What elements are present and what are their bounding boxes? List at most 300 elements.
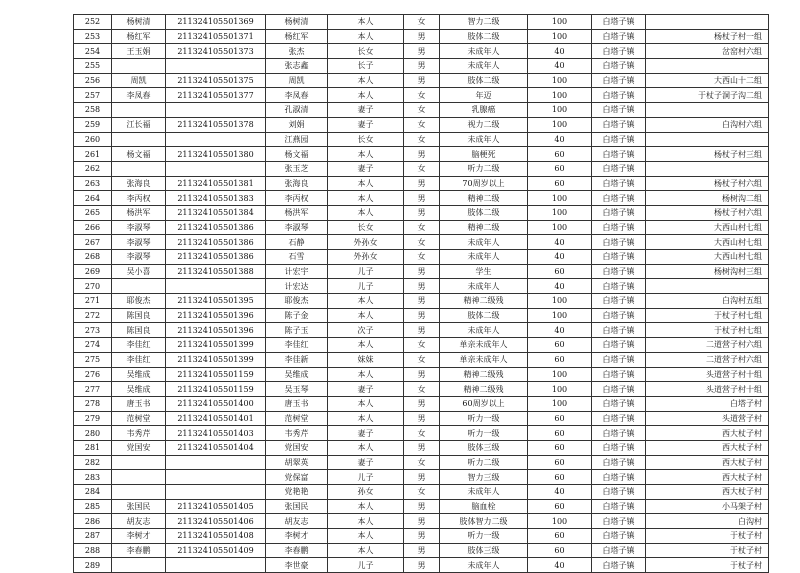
table-row [74, 235, 769, 250]
table-row [74, 323, 769, 338]
town-cell: 白塔子镇 [592, 352, 646, 367]
id-number-cell: 211324105501159 [166, 382, 266, 397]
amount-cell: 40 [528, 558, 592, 573]
id-number-cell: 211324105501386 [166, 235, 266, 250]
town-cell: 白塔子镇 [592, 514, 646, 529]
head-name-cell: 杨洪军 [112, 205, 166, 220]
gender-cell: 男 [404, 396, 440, 411]
id-number-cell [166, 279, 266, 294]
condition-cell: 听力二级 [440, 161, 528, 176]
member-name-cell: 孔淑清 [266, 103, 328, 118]
head-name-cell: 范树堂 [112, 411, 166, 426]
head-name-cell [112, 558, 166, 573]
amount-cell: 40 [528, 279, 592, 294]
town-cell: 白塔子镇 [592, 499, 646, 514]
member-name-cell: 党国安 [266, 440, 328, 455]
condition-cell: 精神二级残 [440, 294, 528, 309]
condition-cell: 智力三级 [440, 470, 528, 485]
head-name-cell [112, 470, 166, 485]
member-name-cell: 李凤春 [266, 88, 328, 103]
amount-cell: 100 [528, 367, 592, 382]
seq-cell: 260 [74, 132, 112, 147]
town-cell: 白塔子镇 [592, 161, 646, 176]
table-row [74, 205, 769, 220]
town-cell: 白塔子镇 [592, 29, 646, 44]
head-name-cell: 陈国良 [112, 323, 166, 338]
member-name-cell: 张杰 [266, 44, 328, 59]
head-name-cell: 李淑琴 [112, 235, 166, 250]
town-cell: 白塔子镇 [592, 103, 646, 118]
town-cell: 白塔子镇 [592, 44, 646, 59]
condition-cell: 肢体二级 [440, 205, 528, 220]
town-cell: 白塔子镇 [592, 308, 646, 323]
relation-cell: 本人 [328, 411, 404, 426]
seq-cell: 268 [74, 250, 112, 265]
gender-cell: 女 [404, 103, 440, 118]
id-number-cell: 211324105501375 [166, 73, 266, 88]
table-row [74, 499, 769, 514]
seq-cell: 287 [74, 529, 112, 544]
member-name-cell: 党保富 [266, 470, 328, 485]
condition-cell: 智力二级 [440, 15, 528, 30]
member-name-cell: 唐玉书 [266, 396, 328, 411]
head-name-cell: 杨红军 [112, 29, 166, 44]
relation-cell: 本人 [328, 176, 404, 191]
condition-cell: 未成年人 [440, 279, 528, 294]
table-row [74, 367, 769, 382]
member-name-cell: 计宏宇 [266, 264, 328, 279]
head-name-cell: 韦秀芹 [112, 426, 166, 441]
address-cell: 杨杖子村六组 [646, 205, 769, 220]
address-cell: 二道营子村六组 [646, 352, 769, 367]
seq-cell: 263 [74, 176, 112, 191]
amount-cell: 60 [528, 470, 592, 485]
table-row [74, 543, 769, 558]
town-cell: 白塔子镇 [592, 558, 646, 573]
id-number-cell: 211324105501401 [166, 411, 266, 426]
town-cell: 白塔子镇 [592, 470, 646, 485]
address-cell: 岔窑村六组 [646, 44, 769, 59]
id-number-cell: 211324105501159 [166, 367, 266, 382]
address-cell: 西大杖子村 [646, 440, 769, 455]
town-cell: 白塔子镇 [592, 15, 646, 30]
table-row [74, 338, 769, 353]
table-row [74, 455, 769, 470]
head-name-cell [112, 279, 166, 294]
address-cell: 杨杖子村三组 [646, 147, 769, 162]
relief-recipient-table [73, 14, 769, 573]
gender-cell: 男 [404, 323, 440, 338]
id-number-cell: 211324105501405 [166, 499, 266, 514]
amount-cell: 100 [528, 294, 592, 309]
head-name-cell [112, 161, 166, 176]
town-cell: 白塔子镇 [592, 411, 646, 426]
member-name-cell: 胡友志 [266, 514, 328, 529]
table-row [74, 558, 769, 573]
member-name-cell: 张国民 [266, 499, 328, 514]
member-name-cell: 李淑琴 [266, 220, 328, 235]
relation-cell: 本人 [328, 29, 404, 44]
head-name-cell: 党国安 [112, 440, 166, 455]
gender-cell: 男 [404, 529, 440, 544]
amount-cell: 60 [528, 455, 592, 470]
seq-cell: 282 [74, 455, 112, 470]
table-body [74, 15, 769, 573]
table-row [74, 29, 769, 44]
head-name-cell: 胡友志 [112, 514, 166, 529]
relation-cell: 本人 [328, 396, 404, 411]
gender-cell: 男 [404, 205, 440, 220]
town-cell: 白塔子镇 [592, 382, 646, 397]
condition-cell: 精神二级 [440, 220, 528, 235]
relation-cell: 本人 [328, 205, 404, 220]
address-cell: 二道营子村六组 [646, 338, 769, 353]
head-name-cell: 唐玉书 [112, 396, 166, 411]
address-cell: 杨杖子村六组 [646, 176, 769, 191]
relation-cell: 本人 [328, 308, 404, 323]
gender-cell: 男 [404, 279, 440, 294]
table-row [74, 529, 769, 544]
table-row [74, 396, 769, 411]
relation-cell: 本人 [328, 147, 404, 162]
town-cell: 白塔子镇 [592, 264, 646, 279]
id-number-cell: 211324105501406 [166, 514, 266, 529]
seq-cell: 259 [74, 117, 112, 132]
relation-cell: 长女 [328, 44, 404, 59]
address-cell: 杨树沟二组 [646, 191, 769, 206]
condition-cell: 未成年人 [440, 44, 528, 59]
table-row [74, 352, 769, 367]
address-cell: 西大杖子村 [646, 426, 769, 441]
head-name-cell: 杨树清 [112, 15, 166, 30]
condition-cell: 精神二级残 [440, 367, 528, 382]
seq-cell: 256 [74, 73, 112, 88]
amount-cell: 100 [528, 514, 592, 529]
table-row [74, 470, 769, 485]
id-number-cell: 211324105501384 [166, 205, 266, 220]
id-number-cell: 211324105501396 [166, 323, 266, 338]
condition-cell: 肢体智力二级 [440, 514, 528, 529]
amount-cell: 60 [528, 426, 592, 441]
relation-cell: 长女 [328, 132, 404, 147]
table-row [74, 264, 769, 279]
seq-cell: 253 [74, 29, 112, 44]
member-name-cell: 陈子金 [266, 308, 328, 323]
seq-cell: 261 [74, 147, 112, 162]
gender-cell: 女 [404, 88, 440, 103]
table-row [74, 147, 769, 162]
id-number-cell: 211324105501396 [166, 308, 266, 323]
member-name-cell: 李春鹏 [266, 543, 328, 558]
address-cell: 大西山十二组 [646, 73, 769, 88]
relation-cell: 本人 [328, 294, 404, 309]
condition-cell: 未成年人 [440, 485, 528, 500]
id-number-cell: 211324105501399 [166, 338, 266, 353]
id-number-cell [166, 558, 266, 573]
amount-cell: 40 [528, 132, 592, 147]
head-name-cell: 李淑琴 [112, 250, 166, 265]
town-cell: 白塔子镇 [592, 426, 646, 441]
member-name-cell: 李佳新 [266, 352, 328, 367]
condition-cell: 听力一级 [440, 411, 528, 426]
town-cell: 白塔子镇 [592, 132, 646, 147]
id-number-cell: 211324105501386 [166, 220, 266, 235]
gender-cell: 女 [404, 235, 440, 250]
id-number-cell [166, 470, 266, 485]
amount-cell: 100 [528, 15, 592, 30]
member-name-cell: 张志鑫 [266, 59, 328, 74]
address-cell: 于杖子村七组 [646, 323, 769, 338]
table-row [74, 59, 769, 74]
amount-cell: 40 [528, 235, 592, 250]
member-name-cell: 韦秀芹 [266, 426, 328, 441]
member-name-cell: 江燕园 [266, 132, 328, 147]
relation-cell: 本人 [328, 367, 404, 382]
seq-cell: 262 [74, 161, 112, 176]
seq-cell: 264 [74, 191, 112, 206]
id-number-cell: 211324105501383 [166, 191, 266, 206]
gender-cell: 男 [404, 367, 440, 382]
address-cell: 杨杖子村一组 [646, 29, 769, 44]
address-cell: 于杖子村七组 [646, 308, 769, 323]
head-name-cell [112, 455, 166, 470]
address-cell: 头道营子村 [646, 411, 769, 426]
address-cell [646, 15, 769, 30]
table-row [74, 279, 769, 294]
town-cell: 白塔子镇 [592, 323, 646, 338]
amount-cell: 100 [528, 396, 592, 411]
head-name-cell: 吴小喜 [112, 264, 166, 279]
member-name-cell: 刘娟 [266, 117, 328, 132]
address-cell [646, 279, 769, 294]
town-cell: 白塔子镇 [592, 294, 646, 309]
address-cell: 于杖子村 [646, 529, 769, 544]
member-name-cell: 计宏达 [266, 279, 328, 294]
amount-cell: 60 [528, 161, 592, 176]
member-name-cell: 杨洪军 [266, 205, 328, 220]
gender-cell: 男 [404, 294, 440, 309]
member-name-cell: 范树堂 [266, 411, 328, 426]
town-cell: 白塔子镇 [592, 88, 646, 103]
head-name-cell: 李佳红 [112, 352, 166, 367]
condition-cell: 视力二级 [440, 117, 528, 132]
relation-cell: 儿子 [328, 279, 404, 294]
relation-cell: 外孙女 [328, 235, 404, 250]
amount-cell: 60 [528, 176, 592, 191]
condition-cell: 未成年人 [440, 323, 528, 338]
gender-cell: 男 [404, 514, 440, 529]
address-cell: 小马架子村 [646, 499, 769, 514]
amount-cell: 100 [528, 205, 592, 220]
id-number-cell [166, 103, 266, 118]
condition-cell: 单亲未成年人 [440, 338, 528, 353]
id-number-cell: 211324105501380 [166, 147, 266, 162]
member-name-cell: 杨树清 [266, 15, 328, 30]
amount-cell: 100 [528, 191, 592, 206]
amount-cell: 40 [528, 485, 592, 500]
seq-cell: 273 [74, 323, 112, 338]
head-name-cell: 张海良 [112, 176, 166, 191]
relation-cell: 本人 [328, 73, 404, 88]
town-cell: 白塔子镇 [592, 396, 646, 411]
head-name-cell: 李丙权 [112, 191, 166, 206]
seq-cell: 278 [74, 396, 112, 411]
town-cell: 白塔子镇 [592, 279, 646, 294]
town-cell: 白塔子镇 [592, 440, 646, 455]
condition-cell: 脑梗死 [440, 147, 528, 162]
relation-cell: 妹妹 [328, 352, 404, 367]
address-cell: 于杖子村 [646, 558, 769, 573]
condition-cell: 单亲未成年人 [440, 352, 528, 367]
id-number-cell: 211324105501388 [166, 264, 266, 279]
amount-cell: 60 [528, 264, 592, 279]
table-row [74, 88, 769, 103]
gender-cell: 女 [404, 161, 440, 176]
address-cell: 头道营子村十组 [646, 382, 769, 397]
town-cell: 白塔子镇 [592, 455, 646, 470]
town-cell: 白塔子镇 [592, 529, 646, 544]
relation-cell: 本人 [328, 440, 404, 455]
relation-cell: 儿子 [328, 470, 404, 485]
seq-cell: 277 [74, 382, 112, 397]
seq-cell: 274 [74, 338, 112, 353]
id-number-cell [166, 132, 266, 147]
gender-cell: 男 [404, 499, 440, 514]
address-cell: 西大杖子村 [646, 470, 769, 485]
gender-cell: 女 [404, 132, 440, 147]
condition-cell: 未成年人 [440, 250, 528, 265]
town-cell: 白塔子镇 [592, 485, 646, 500]
relation-cell: 儿子 [328, 558, 404, 573]
seq-cell: 252 [74, 15, 112, 30]
address-cell [646, 103, 769, 118]
member-name-cell: 石雪 [266, 250, 328, 265]
seq-cell: 269 [74, 264, 112, 279]
gender-cell: 男 [404, 543, 440, 558]
condition-cell: 60周岁以上 [440, 396, 528, 411]
amount-cell: 60 [528, 529, 592, 544]
table-row [74, 73, 769, 88]
condition-cell: 脑血栓 [440, 499, 528, 514]
condition-cell: 精神二级 [440, 191, 528, 206]
seq-cell: 283 [74, 470, 112, 485]
member-name-cell: 李世豪 [266, 558, 328, 573]
table-row [74, 426, 769, 441]
table-row [74, 220, 769, 235]
member-name-cell: 周凯 [266, 73, 328, 88]
amount-cell: 100 [528, 103, 592, 118]
head-name-cell: 江长福 [112, 117, 166, 132]
id-number-cell [166, 455, 266, 470]
address-cell: 大西山村七组 [646, 250, 769, 265]
address-cell: 西大杖子村 [646, 485, 769, 500]
gender-cell: 男 [404, 470, 440, 485]
amount-cell: 60 [528, 543, 592, 558]
id-number-cell [166, 161, 266, 176]
address-cell [646, 161, 769, 176]
relation-cell: 本人 [328, 88, 404, 103]
table-row [74, 411, 769, 426]
address-cell: 白沟村六组 [646, 117, 769, 132]
condition-cell: 未成年人 [440, 558, 528, 573]
gender-cell: 女 [404, 426, 440, 441]
member-name-cell: 陈子玉 [266, 323, 328, 338]
condition-cell: 未成年人 [440, 235, 528, 250]
amount-cell: 60 [528, 411, 592, 426]
amount-cell: 40 [528, 323, 592, 338]
seq-cell: 271 [74, 294, 112, 309]
head-name-cell: 李树才 [112, 529, 166, 544]
seq-cell: 284 [74, 485, 112, 500]
seq-cell: 281 [74, 440, 112, 455]
table-row [74, 103, 769, 118]
town-cell: 白塔子镇 [592, 191, 646, 206]
head-name-cell: 李春鹏 [112, 543, 166, 558]
id-number-cell [166, 59, 266, 74]
relation-cell: 孙女 [328, 485, 404, 500]
town-cell: 白塔子镇 [592, 367, 646, 382]
gender-cell: 女 [404, 250, 440, 265]
member-name-cell: 石静 [266, 235, 328, 250]
amount-cell: 40 [528, 59, 592, 74]
gender-cell: 男 [404, 73, 440, 88]
relation-cell: 外孙女 [328, 250, 404, 265]
amount-cell: 100 [528, 88, 592, 103]
condition-cell: 肢体二级 [440, 308, 528, 323]
member-name-cell: 耶俊杰 [266, 294, 328, 309]
amount-cell: 60 [528, 352, 592, 367]
amount-cell: 100 [528, 29, 592, 44]
gender-cell: 女 [404, 455, 440, 470]
seq-cell: 266 [74, 220, 112, 235]
condition-cell: 听力二级 [440, 455, 528, 470]
gender-cell: 男 [404, 176, 440, 191]
town-cell: 白塔子镇 [592, 250, 646, 265]
seq-cell: 270 [74, 279, 112, 294]
id-number-cell: 211324105501373 [166, 44, 266, 59]
relation-cell: 长子 [328, 59, 404, 74]
relation-cell: 本人 [328, 499, 404, 514]
table-row [74, 44, 769, 59]
member-name-cell: 党艳艳 [266, 485, 328, 500]
amount-cell: 100 [528, 73, 592, 88]
table-row [74, 294, 769, 309]
gender-cell: 男 [404, 59, 440, 74]
member-name-cell: 张海良 [266, 176, 328, 191]
head-name-cell: 李淑琴 [112, 220, 166, 235]
seq-cell: 289 [74, 558, 112, 573]
seq-cell: 265 [74, 205, 112, 220]
table-row [74, 176, 769, 191]
id-number-cell: 211324105501386 [166, 250, 266, 265]
member-name-cell: 张玉芝 [266, 161, 328, 176]
head-name-cell: 耶俊杰 [112, 294, 166, 309]
relation-cell: 本人 [328, 543, 404, 558]
gender-cell: 男 [404, 308, 440, 323]
head-name-cell: 杨文福 [112, 147, 166, 162]
gender-cell: 男 [404, 147, 440, 162]
gender-cell: 男 [404, 411, 440, 426]
table-row [74, 132, 769, 147]
seq-cell: 267 [74, 235, 112, 250]
table-row [74, 161, 769, 176]
gender-cell: 女 [404, 382, 440, 397]
relation-cell: 妻子 [328, 382, 404, 397]
town-cell: 白塔子镇 [592, 205, 646, 220]
relation-cell: 本人 [328, 15, 404, 30]
table-row [74, 250, 769, 265]
relation-cell: 妻子 [328, 455, 404, 470]
